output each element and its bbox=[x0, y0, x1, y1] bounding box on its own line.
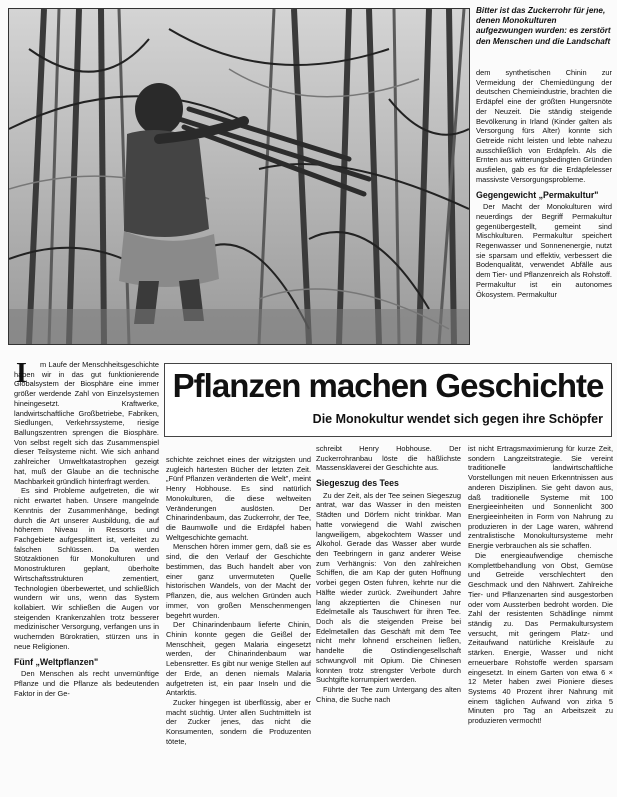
article-subheading: Siegeszug des Tees bbox=[316, 478, 399, 489]
article-column-2 bbox=[166, 455, 311, 747]
article-paragraph: Die energieaufwendige chemische Komplettbehandlung von Obst, Gemüse und Getreide verschlechtert den Geschmack und den Nährwert. Zahlreiche Tier- und Pflanzenarten sind ausgestorben oder vom Aussterben bedroht worden. Die Zahl der resistenten Schädlinge nimmt ständig zu. Das Permakultursystem versucht, mit geringem Platz- und Zeitaufwand natürliche Kreisläufe zu stärken. Energie, Wasser und nicht erneuerbare Rohstoffe werden sparsam eingesetzt. In einem Garten von etwa 6 × 12 Meter haben zwei Pioniere dieses Systems 40 Prozent ihrer Nahrung mit einem täglichen Aufwand von zirka 5 Minuten pro Tag an Arbeitszeit zu produzieren vermocht! bbox=[468, 550, 613, 726]
article-paragraph: schreibt Henry Hobhouse. Der Zuckerrohranbau löste die häßlichste Massensklaverei der Geschichte aus. bbox=[316, 444, 461, 473]
article-paragraph: Menschen hören immer gern, daß sie es sind, die den Verlauf der Geschichte bestimmen, das Buch handelt aber von einer ganz unvermuteten Quelle historischen Wandels, von der Macht der Pflanzen, die, aus welchen Gründen auch immer, von großen Menschenmengen begehrt wurden. bbox=[166, 542, 311, 620]
headline-title: Pflanzen machen Geschichte bbox=[172, 367, 604, 404]
article-column-1 bbox=[14, 360, 159, 698]
article-paragraph: schichte zeichnet eines der witzigsten und zugleich härtesten Bücher der letzten Zeit. „Fünf Pflanzen veränderten die Welt", meint Henry Hobhouse. Es sind natürlich Monokulturen, die diese weltweiten Veränderungen auslösten. Der Chinarindenbaum, das Zuckerrohr, der Tee, die Baumwolle und die Erdäpfel haben Weltgeschichte gemacht. bbox=[166, 455, 311, 542]
article-paragraph: Den Menschen als recht unvernünftige Pflanze und die Pflanze als bedeutenden Faktor in der Ge- bbox=[14, 669, 159, 698]
right-column bbox=[476, 68, 612, 299]
headline-subtitle: Die Monokultur wendet sich gegen ihre Schöpfer bbox=[312, 412, 603, 426]
right-paragraph: Der Macht der Monokulturen wird neuerdings der Begriff Permakultur gegenübergestellt, gemeint sind Mischkulturen. Permakultur speichert Regenwasser und Sonnenenergie, nutzt sie sparsam und effektiv, verbessert die Bodenqualität, verwendet Abfälle aus dem Tier- und Pflanzenreich als Rohstoff. Permakultur ist ein autonomes Ökosystem. Permakultur bbox=[476, 202, 612, 299]
article-column-3 bbox=[316, 444, 461, 704]
right-paragraph: dem synthetischen Chinin zur Vermeidung der Chemiedüngung der deutschen Chemieindustrie, brachten die Erdäpfel eine der größten Hungersnöte der Neuzeit. Die ständig steigende Bevölkerung in Irland (Kinder galten als Versorgung fürs Alter) konnte sich Getreide nicht leisten und lebte nahezu ausschließlich von Erdäpfeln. Als die Ernten aus witterungsbedingten Gründen ausfielen, gab es für die Erdäpfelesser massivste Versorgungsprobleme. bbox=[476, 68, 612, 184]
drop-cap: I bbox=[16, 358, 27, 389]
article-paragraph: Zu der Zeit, als der Tee seinen Siegeszug antrat, war das Wasser in den meisten Städten und Dörfern nicht trinkbar. Man hatte vorwiegend die Wahl zwischen langweiligem, abgekochtem Wasser und Alkohol. Gerade das Wasser aber wurde den Teebringern in ganz anderer Weise zum Verhängnis: Von den zahlreichen Schiffen, die am Kap der guten Hoffnung vorbei gegen Osten fuhren, kehrte nur die Hälfte wieder zurück. Zweihundert Jahre lang akzeptierten die Chinesen nur Edelmetalle als Tauschwert für ihren Tee. Doch als die steigenden Preise bei Edelmetallen das Geschäft mit dem Tee nicht mehr lohnend erscheinen ließen, handelte die Ostindiengesellschaft schwungvoll mit Opium. Die Chinesen konnten trotz strengster Verbote durch Suchtgifte korrumpiert werden. bbox=[316, 490, 461, 685]
article-column-4 bbox=[468, 444, 613, 726]
article-subheading: Fünf „Weltpflanzen" bbox=[14, 656, 99, 667]
sugarcane-photo bbox=[8, 8, 470, 345]
right-heading: Gegengewicht „Permakultur" bbox=[476, 189, 599, 200]
article-paragraph: Es sind Probleme aufgetreten, die wir nicht erwartet haben. Unsere mangelnde Kenntnis der Zusammenhänge, bedingt durch die Art unserer Ausbildung, die auf höherem Niveau in Ressorts und Fachgebiete aufgesplittert ist, verleitet zu falschen Schlüssen. Da werden Stützaktionen für Monokulturen und Monostrukturen geplant, überholte Wirtschaftsstrukturen zementiert, Technologien überbewertet, und schließlich wundern wir uns, wenn das System kollabiert. Wir schließen die Augen vor steigenden Krankenzahlen trotz besserer medizinischer Versorgung, verfangen uns in wuchernden Bürokratien, stürzen uns in neue Religionen. bbox=[14, 486, 159, 651]
article-paragraph: Der Chinarindenbaum lieferte Chinin, Chinin konnte gegen die Geißel der Menschheit, gegen Malaria eingesetzt werden, der Chinarindenbaum war Lebensretter. Es gibt nur wenige Stellen auf der Erde, an denen niemals Malaria aufgetreten ist, ein paar Inseln und die Antarktis. bbox=[166, 620, 311, 698]
photo-caption: Bitter ist das Zuckerrohr für jene, denen Monokulturen aufgezwungen wurden: es zerstört den Menschen und die Landschaft bbox=[476, 6, 611, 46]
article-paragraph: m Laufe der Menschheitsgeschichte haben wir in das gut funktionierende Globalsystem der Biosphäre eine immer größer werdende Zahl von Einzelsystemen hineingesetzt. Kraftwerke, landwirtschaftliche Großbetriebe, Fabriken, Siedlungen, Verkehrssysteme, riesige Ballungszentren sprengen die Biosphäre. Von selbst regelt sich das Zusammenspiel dieser Teilsysteme nicht. Wie sich anhand zahlreicher Umweltkatastrophen gezeigt hat, muß der Glaube an die technische Machbarkeit gründlich hinterfragt werden. bbox=[14, 360, 159, 486]
article-paragraph: Führte der Tee zum Untergang des alten China, die Suche nach bbox=[316, 685, 461, 704]
article-paragraph: Zucker hingegen ist überflüssig, aber er macht süchtig. Unter allen Suchtmitteln ist der Zucker jenes, das nicht die Konsumenten, sondern die Produzenten tötete, bbox=[166, 697, 311, 746]
article-paragraph: ist nicht Ertragsmaximierung für kurze Zeit, sondern Langzeitstrategie. Sie vereint traditionelle landwirtschaftliche Vorstellungen mit neuen Erkenntnissen aus anderen Disziplinen. Sie geht davon aus, daß traditionelle Systeme mit 100 Energieeinheiten und Sonnenlicht 300 Energieeinheiten in Form von Nahrung zu produzieren in der Lage waren, während zentralistische Monokultursysteme mehr Energie verbrauchen als sie schaffen. bbox=[468, 444, 613, 551]
